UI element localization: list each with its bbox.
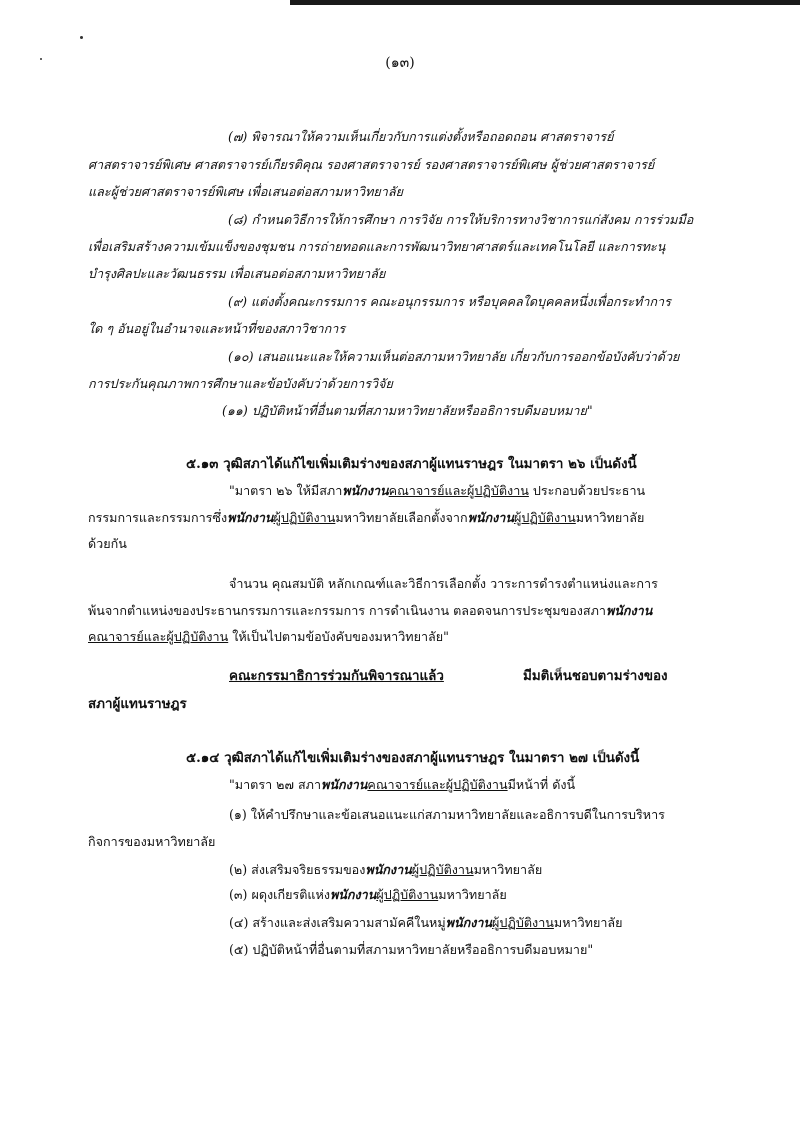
- clause-9-line-1: (๙) แต่งตั้งคณะกรรมการ คณะอนุกรรมการ หรือบุคคลใดบุคคลหนึ่งเพื่อกระทำการ: [228, 294, 671, 309]
- section-5-14-line1: "มาตรา ๒๗ สภาพนักงานคณาจารย์และผู้ปฏิบัติงานมีหน้าที่ ดังนี้: [229, 777, 576, 792]
- section-5-14-item3: (๓) ผดุงเกียรติแห่งพนักงานผู้ปฏิบัติงานมหาวิทยาลัย: [229, 887, 507, 902]
- clause-9-line-2: ใด ๆ อันอยู่ในอำนาจและหน้าที่ของสภาวิชาการ: [88, 321, 346, 336]
- clause-11-line-1: (๑๑) ปฏิบัติหน้าที่อื่นตามที่สภามหาวิทยาลัยหรืออธิการบดีมอบหมาย": [222, 403, 593, 418]
- clause-8-line-3: บำรุงศิลปะและวัฒนธรรม เพื่อเสนอต่อสภามหาวิทยาลัย: [88, 266, 386, 281]
- scan-top-edge: [290, 0, 800, 5]
- clause-8-line-2: เพื่อเสริมสร้างความเข้มแข็งของชุมชน การถ่ายทอดและการพัฒนาวิทยาศาสตร์และเทคโนโลยี และการทะนุ: [88, 239, 666, 254]
- committee-continuation: สภาผู้แทนราษฎร: [88, 696, 187, 712]
- committee-opinion: มีมติเห็นชอบตามร่างของ: [523, 668, 668, 684]
- clause-10-line-2: การประกันคุณภาพการศึกษาและข้อบังคับว่าด้วยการวิจัย: [88, 376, 393, 391]
- clause-8-line-1: (๘) กำหนดวิธีการให้การศึกษา การวิจัย การให้บริการทางวิชาการแก่สังคม การร่วมมือ: [228, 212, 694, 227]
- scan-speck: [80, 36, 83, 39]
- clause-7-line-3: และผู้ช่วยศาสตราจารย์พิเศษ เพื่อเสนอต่อสภามหาวิทยาลัย: [88, 184, 403, 199]
- section-5-13-para1-line2: กรรมการและกรรมการซึ่งพนักงานผู้ปฏิบัติงานมหาวิทยาลัยเลือกตั้งจากพนักงานผู้ปฏิบัติงานมหาวิทยาลัย: [88, 510, 645, 525]
- section-5-13-para2-line1: จำนวน คุณสมบัติ หลักเกณฑ์และวิธีการเลือกตั้ง วาระการดำรงตำแหน่งและการ: [229, 576, 658, 591]
- clause-7-line-2: ศาสตราจารย์พิเศษ ศาสตราจารย์เกียรติคุณ รองศาสตราจารย์ รองศาสตราจารย์พิเศษ ผู้ช่วยศาสตราจารย์: [88, 157, 655, 172]
- section-5-13-para1-line1: "มาตรา ๒๖ ให้มีสภาพนักงานคณาจารย์และผู้ปฏิบัติงาน ประกอบด้วยประธาน: [229, 483, 646, 498]
- clause-10-line-1: (๑๐) เสนอแนะและให้ความเห็นต่อสภามหาวิทยาลัย เกี่ยวกับการออกข้อบังคับว่าด้วย: [228, 349, 680, 364]
- section-5-14-heading: ๕.๑๔ วุฒิสภาได้แก้ไขเพิ่มเติมร่างของสภาผู้แทนราษฎร ในมาตรา ๒๗ เป็นดังนี้: [186, 750, 640, 766]
- section-5-14-item1-line1: (๑) ให้คำปรึกษาและข้อเสนอแนะแก่สภามหาวิทยาลัยและอธิการบดีในการบริหาร: [229, 807, 665, 822]
- section-5-13-para1-line3: ด้วยกัน: [88, 536, 127, 551]
- committee-label: คณะกรรมาธิการร่วมกันพิจารณาแล้ว: [229, 668, 444, 684]
- section-5-14-item1-line2: กิจการของมหาวิทยาลัย: [88, 834, 216, 849]
- section-5-14-item4: (๔) สร้างและส่งเสริมความสามัคคีในหมู่พนักงานผู้ปฏิบัติงานมหาวิทยาลัย: [229, 915, 623, 930]
- section-5-14-item2: (๒) ส่งเสริมจริยธรรมของพนักงานผู้ปฏิบัติงานมหาวิทยาลัย: [229, 862, 543, 877]
- section-5-13-para2-line3: คณาจารย์และผู้ปฏิบัติงาน ให้เป็นไปตามข้อบังคับของมหาวิทยาลัย": [88, 629, 449, 644]
- section-5-14-item5: (๕) ปฏิบัติหน้าที่อื่นตามที่สภามหาวิทยาลัยหรืออธิการบดีมอบหมาย": [229, 942, 594, 957]
- clause-7-line-1: (๗) พิจารณาให้ความเห็นเกี่ยวกับการแต่งตั้งหรือถอดถอน ศาสตราจารย์: [228, 129, 614, 144]
- page-number: (๑๓): [385, 55, 415, 71]
- section-5-13-heading: ๕.๑๓ วุฒิสภาได้แก้ไขเพิ่มเติมร่างของสภาผู้แทนราษฎร ในมาตรา ๒๖ เป็นดังนี้: [186, 456, 637, 472]
- section-5-13-para2-line2: พ้นจากตำแหน่งของประธานกรรมการและกรรมการ การดำเนินงาน ตลอดจนการประชุมของสภาพนักงาน: [88, 603, 653, 618]
